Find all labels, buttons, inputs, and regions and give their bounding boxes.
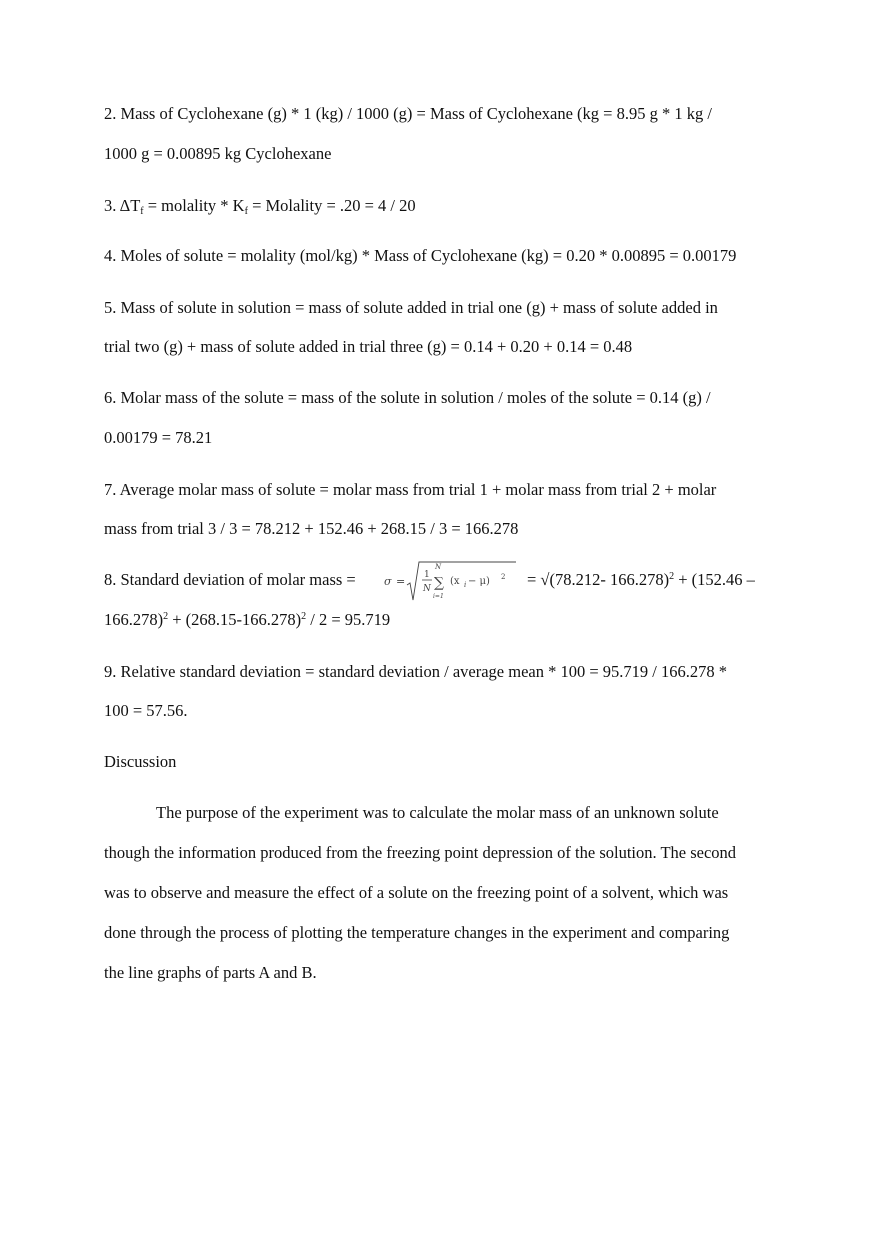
step2-line1: 2. Mass of Cyclohexane (g) * 1 (kg) / 1000 (g) = Mass of Cyclohexane (kg = 8.95 g * 1 kg / [104,104,712,123]
formula-sum-lower: i=1 [433,593,444,600]
step3-line [104,196,416,216]
step8-line2-part1: 166.278) [104,610,164,629]
step3-mid: = molality * K [143,196,245,215]
step4-line1: 4. Moles of solute = molality (mol/kg) * Mass of Cyclohexane (kg) = 0.20 * 0.00895 = 0.00179 [104,246,737,265]
step8-line2-part2: + (268.15-166.278) [168,610,302,629]
step9-line1: 9. Relative standard deviation = standard deviation / average mean * 100 = 95.719 / 166.278 * [104,662,727,681]
step7-line1: 7. Average molar mass of solute = molar mass from trial 1 + molar mass from trial 2 + molar [104,480,717,499]
step8-sup1: 2 [669,571,675,582]
step5-line2: trial two (g) + mass of solute added in trial three (g) = 0.14 + 0.20 + 0.14 = 0.48 [104,337,633,356]
step7-line2: mass from trial 3 / 3 = 78.212 + 152.46 + 268.15 / 3 = 166.278 [104,519,519,538]
discussion-line: the line graphs of parts A and B. [104,963,317,982]
discussion-line: though the information produced from the freezing point depression of the solution. The second [104,843,737,862]
step3-suffix: = Molality = .20 = 4 / 20 [247,196,416,215]
discussion-line: done through the process of plotting the temperature changes in the experiment and comparing [104,923,730,942]
discussion-line: The purpose of the experiment was to calculate the molar mass of an unknown solute [156,803,719,822]
step8-eq-part2: + (152.46 – [674,570,755,589]
formula-radical [407,562,516,600]
step8-line2 [104,610,390,630]
formula-one: 1 [424,570,430,580]
step6-line2: 0.00179 = 78.21 [104,428,213,447]
formula-n: N [423,584,431,594]
formula-sum-upper: N [435,563,442,571]
step8-sup3: 2 [301,611,307,622]
step8-eq-line1 [527,570,755,590]
formula-power: 2 [501,573,506,581]
step8-sup2: 2 [163,611,169,622]
step5-line1: 5. Mass of solute in solution = mass of solute added in trial one (g) + mass of solute added in [104,298,718,317]
step8-line2-part3: / 2 = 95.719 [306,610,391,629]
step3-sub2: f [244,206,248,217]
formula-term: (x [450,576,460,587]
step8-label: 8. Standard deviation of molar mass = [104,570,356,589]
formula-term-rest: − μ) [468,576,490,587]
discussion-line: was to observe and measure the effect of a solute on the freezing point of a solvent, which was [104,883,729,902]
formula-equals: = [396,575,406,588]
step8-eq-part1: = √(78.212- 166.278) [527,570,670,589]
step3-sub1: f [140,206,144,217]
step3-prefix: 3. ΔT [104,196,141,215]
formula-sum: ∑ [434,575,444,591]
formula-sigma: σ [384,575,392,588]
discussion-heading: Discussion [104,752,177,771]
step9-line2: 100 = 57.56. [104,701,188,720]
step6-line1: 6. Molar mass of the solute = mass of the solute in solution / moles of the solute = 0.14 (g) / [104,388,711,407]
formula-term-sub: i [464,581,467,589]
std-dev-formula-image [382,560,522,602]
step2-line2: 1000 g = 0.00895 kg Cyclohexane [104,144,332,163]
